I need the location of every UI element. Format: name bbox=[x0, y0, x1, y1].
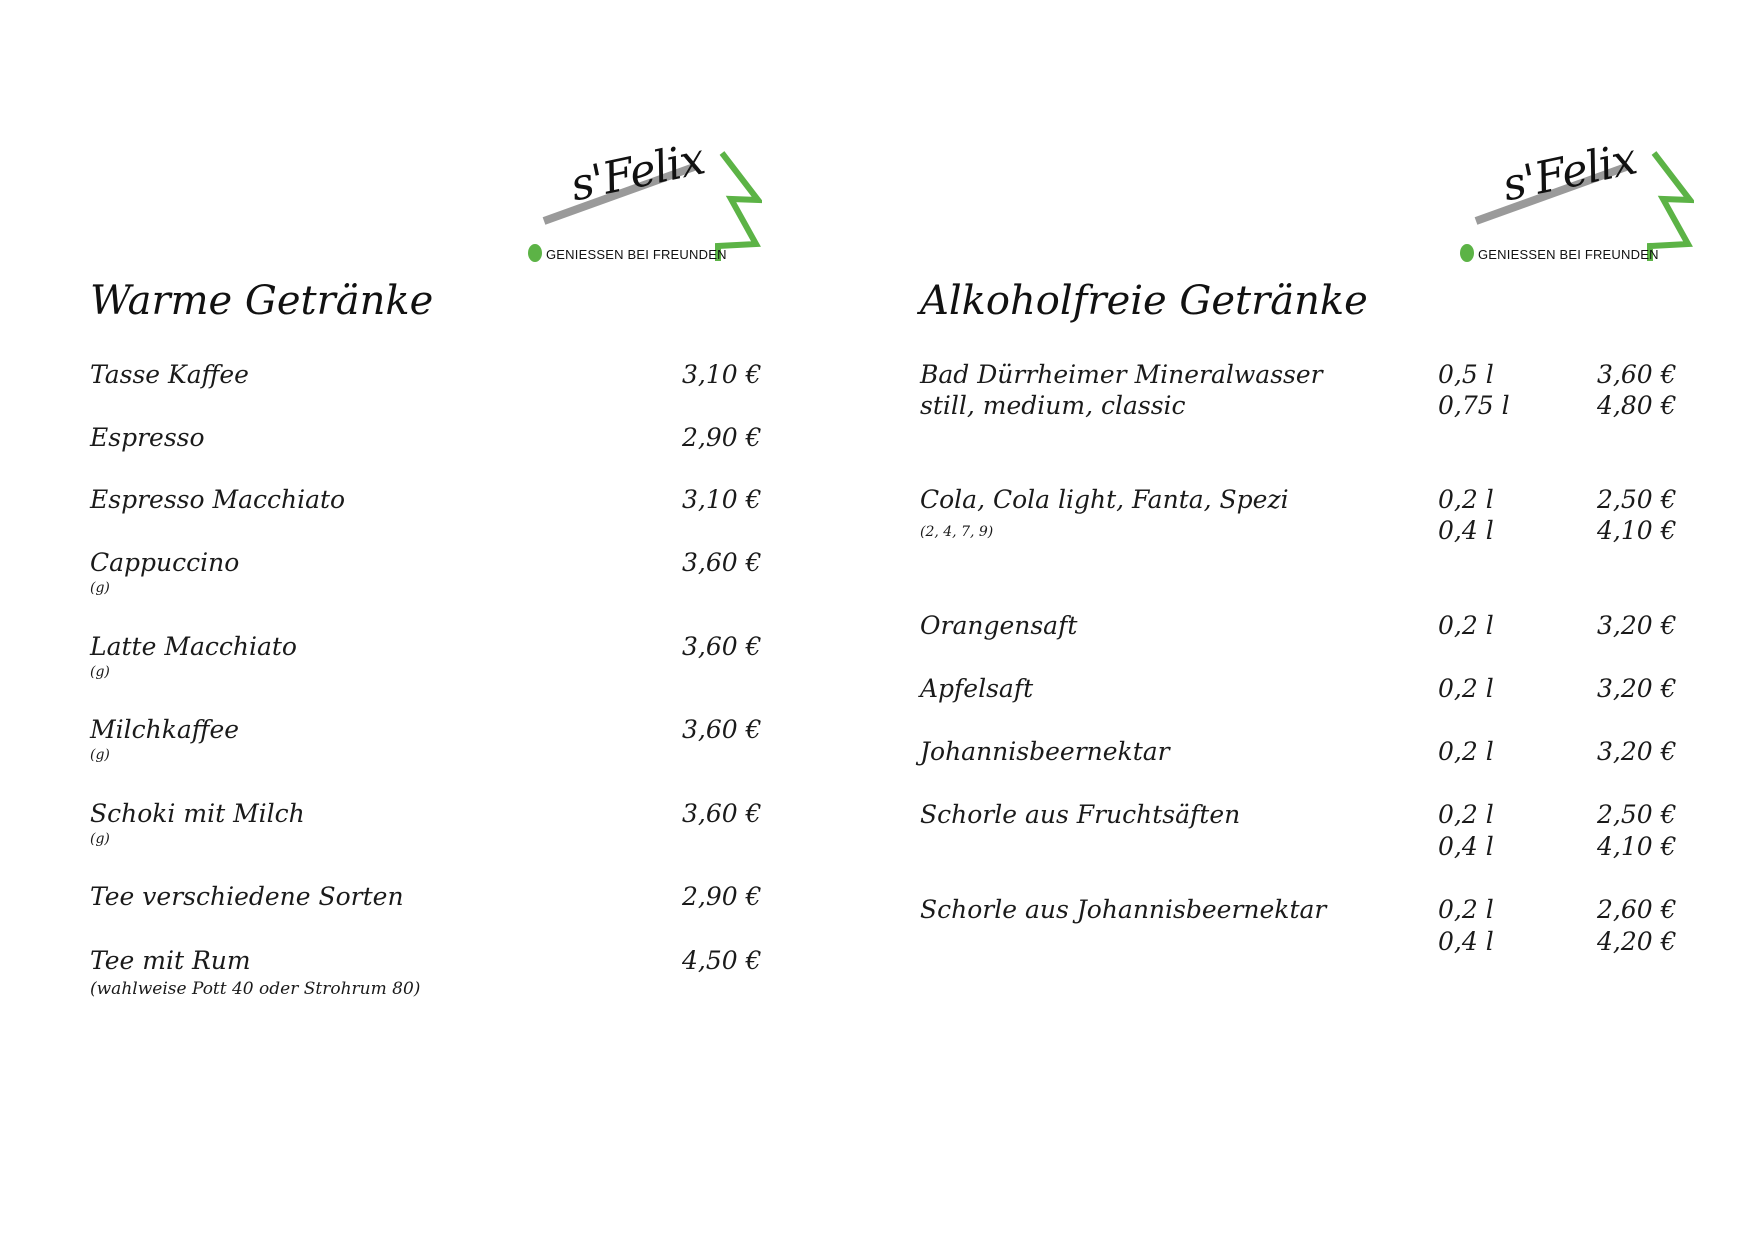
menu-item-name: Cola, Cola light, Fanta, Spezi bbox=[920, 485, 1289, 514]
brand-logo-right bbox=[1454, 133, 1694, 263]
menu-item-note: (g) bbox=[90, 831, 110, 847]
menu-item-name: Apfelsaft bbox=[920, 674, 1034, 703]
menu-item-size: 0,2 l bbox=[1438, 674, 1494, 703]
menu-item-price: 3,60 € bbox=[682, 632, 762, 661]
menu-item-price: 2,50 € bbox=[1597, 800, 1677, 829]
menu-item-note: (2, 4, 7, 9) bbox=[920, 524, 994, 540]
logo-tagline-right: GENIESSEN BEI FREUNDEN bbox=[1478, 247, 1659, 262]
menu-item-price: 3,60 € bbox=[682, 715, 762, 744]
menu-item-price: 3,20 € bbox=[1597, 611, 1677, 640]
menu-item-price: 3,60 € bbox=[682, 548, 762, 577]
menu-item-note: (g) bbox=[90, 664, 110, 680]
menu-item-note: (g) bbox=[90, 580, 110, 596]
menu-item-name: Milchkaffee bbox=[90, 715, 240, 744]
menu-item-price: 2,50 € bbox=[1597, 485, 1677, 514]
brand-logo-left bbox=[522, 133, 762, 263]
menu-item-name: Cappuccino bbox=[90, 548, 240, 577]
menu-item-price: 3,20 € bbox=[1597, 674, 1677, 703]
menu-item-size: 0,4 l bbox=[1438, 927, 1494, 956]
menu-item-size: 0,2 l bbox=[1438, 737, 1494, 766]
menu-item-name: Latte Macchiato bbox=[90, 632, 297, 661]
menu-item-size: 0,2 l bbox=[1438, 895, 1494, 924]
logo-script-left: s'Felix bbox=[566, 133, 709, 212]
menu-item-name: Espresso bbox=[90, 423, 205, 452]
menu-item-name: Schorle aus Fruchtsäften bbox=[920, 800, 1241, 829]
menu-item-price: 2,60 € bbox=[1597, 895, 1677, 924]
menu-item-size: 0,4 l bbox=[1438, 516, 1494, 545]
section-title-soft: Alkoholfreie Getränke bbox=[920, 278, 1368, 324]
menu-item-name: Tee mit Rum bbox=[90, 946, 251, 975]
menu-item-price: 3,10 € bbox=[682, 485, 762, 514]
menu-item-note: (wahlweise Pott 40 oder Strohrum 80) bbox=[90, 979, 421, 999]
logo-script-right: s'Felix bbox=[1498, 133, 1641, 212]
menu-item-price: 2,90 € bbox=[682, 423, 762, 452]
menu-item-price: 4,10 € bbox=[1597, 516, 1677, 545]
menu-item-price: 3,10 € bbox=[682, 360, 762, 389]
menu-item-size: 0,4 l bbox=[1438, 832, 1494, 861]
menu-item-size: 0,2 l bbox=[1438, 485, 1494, 514]
menu-item-size: 0,2 l bbox=[1438, 800, 1494, 829]
menu-item-price: 4,50 € bbox=[682, 946, 762, 975]
logo-tagline-left: GENIESSEN BEI FREUNDEN bbox=[546, 247, 727, 262]
menu-item-name: Schorle aus Johannisbeernektar bbox=[920, 895, 1327, 924]
menu-item-name: Espresso Macchiato bbox=[90, 485, 346, 514]
menu-item-price: 3,60 € bbox=[1597, 360, 1677, 389]
menu-item-name: Tee verschiedene Sorten bbox=[90, 882, 404, 911]
section-title-warm: Warme Getränke bbox=[90, 278, 434, 324]
menu-item-name: Orangensaft bbox=[920, 611, 1078, 640]
menu-item-size: 0,5 l bbox=[1438, 360, 1494, 389]
menu-item-price: 4,20 € bbox=[1597, 927, 1677, 956]
menu-item-price: 3,20 € bbox=[1597, 737, 1677, 766]
menu-item-note: (g) bbox=[90, 747, 110, 763]
menu-item-name: Schoki mit Milch bbox=[90, 799, 305, 828]
menu-item-price: 3,60 € bbox=[682, 799, 762, 828]
menu-item-name: Johannisbeernektar bbox=[920, 737, 1170, 766]
menu-item-price: 4,80 € bbox=[1597, 391, 1677, 420]
menu-item-note: still, medium, classic bbox=[920, 391, 1186, 420]
menu-item-size: 0,75 l bbox=[1438, 391, 1510, 420]
menu-item-size: 0,2 l bbox=[1438, 611, 1494, 640]
menu-item-name: Tasse Kaffee bbox=[90, 360, 249, 389]
menu-item-price: 2,90 € bbox=[682, 882, 762, 911]
menu-item-price: 4,10 € bbox=[1597, 832, 1677, 861]
menu-item-name: Bad Dürrheimer Mineralwasser bbox=[920, 360, 1323, 389]
